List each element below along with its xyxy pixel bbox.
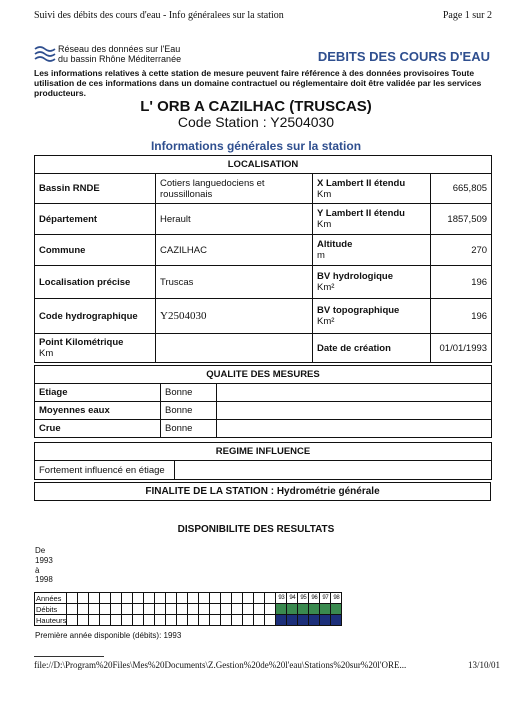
empty-grid-cell (254, 604, 265, 615)
row-value: Bonne (161, 384, 217, 402)
years-row (35, 593, 342, 604)
empty-grid-cell (177, 615, 188, 626)
row-value: Cotiers languedociens et roussillonais (156, 174, 313, 204)
empty-grid-cell (221, 604, 232, 615)
row-right-label: BV hydrologique Km² (313, 266, 431, 299)
empty-grid-cell (265, 604, 276, 615)
localisation-header: LOCALISATION (35, 156, 492, 174)
row-label: Localisation précise (35, 266, 156, 299)
hauteurs-available-cell (331, 615, 342, 626)
empty-grid-cell (133, 593, 144, 604)
print-header-title: Suivi des débits des cours d'eau - Info généralees sur la station (34, 10, 284, 21)
empty-grid-cell (67, 604, 78, 615)
empty-grid-cell (111, 615, 122, 626)
empty-grid-cell (166, 604, 177, 615)
row-value: CAZILHAC (156, 235, 313, 266)
footer-date: 13/10/01 (467, 660, 500, 670)
empty-grid-cell (122, 615, 133, 626)
table-row (35, 266, 492, 299)
empty-grid-cell (232, 593, 243, 604)
empty-grid-cell (265, 593, 276, 604)
table-row (35, 204, 492, 235)
empty-grid-cell (188, 593, 199, 604)
row-right-value: 196 (431, 299, 492, 334)
debits-available-cell (287, 604, 298, 615)
empty-grid-cell (100, 615, 111, 626)
row-label: Point Kilométrique Km (35, 334, 156, 363)
empty-grid-cell (155, 604, 166, 615)
row-value: Truscas (156, 266, 313, 299)
footer-divider (34, 656, 104, 657)
empty-grid-cell (232, 604, 243, 615)
row-value: Bonne (161, 420, 217, 438)
empty-grid-cell (243, 615, 254, 626)
row-right-label: Date de création (313, 334, 431, 363)
section-title: Informations générales sur la station (150, 139, 362, 153)
grid-row-label: Débits (35, 604, 67, 615)
year-cell: 93 (276, 593, 287, 604)
hauteurs-available-cell (276, 615, 287, 626)
disclaimer-text: Les informations relatives à cette station de mesure peuvent faire référence à des données provisoires Toute utilisation de ces informations dans un domaine contractuel ou réglementaire doit être validée par les services producteurs. (34, 68, 482, 98)
hauteurs-available-cell (320, 615, 331, 626)
empty-grid-cell (221, 615, 232, 626)
debits-available-cell (320, 604, 331, 615)
empty-grid-cell (111, 604, 122, 615)
hauteurs-available-cell (298, 615, 309, 626)
station-name: L' ORB A CAZILHAC (TRUSCAS) (140, 98, 372, 115)
row-right-value: 665,805 (431, 174, 492, 204)
empty-grid-cell (133, 604, 144, 615)
regime-value: Fortement influencé en étiage (35, 461, 175, 480)
empty-grid-cell (122, 604, 133, 615)
grid-row-label: Années (35, 593, 67, 604)
table-row (35, 384, 492, 402)
qualite-table (34, 365, 492, 438)
hauteurs-row (35, 615, 342, 626)
table-row (35, 299, 492, 334)
range-start-year: 1993 (35, 556, 53, 565)
regime-header: REGIME INFLUENCE (35, 443, 492, 461)
empty-grid-cell (100, 604, 111, 615)
row-label: Crue (35, 420, 161, 438)
empty-grid-cell (177, 604, 188, 615)
empty-grid-cell (199, 604, 210, 615)
row-value (156, 334, 313, 363)
empty-grid-cell (210, 604, 221, 615)
row-label: Code hydrographique (35, 299, 156, 334)
empty-grid-cell (144, 593, 155, 604)
table-row (35, 420, 492, 438)
row-right-value: 01/01/1993 (431, 334, 492, 363)
org-name-line2: du bassin Rhône Méditerranée (58, 54, 182, 64)
row-right-label: Y Lambert II étendu Km (313, 204, 431, 235)
localisation-table (34, 155, 492, 363)
empty-grid-cell (166, 615, 177, 626)
document-title: DEBITS DES COURS D'EAU (317, 49, 490, 64)
waves-logo-icon (34, 45, 56, 63)
empty-grid-cell (144, 604, 155, 615)
table-row (35, 174, 492, 204)
empty-grid-cell (155, 615, 166, 626)
empty-grid-cell (111, 593, 122, 604)
debits-available-cell (276, 604, 287, 615)
year-cell: 94 (287, 593, 298, 604)
row-label: Moyennes eaux (35, 402, 161, 420)
table-row (35, 235, 492, 266)
row-label: Commune (35, 235, 156, 266)
empty-grid-cell (89, 604, 100, 615)
empty-grid-cell (89, 593, 100, 604)
year-cell: 95 (298, 593, 309, 604)
empty-grid-cell (254, 615, 265, 626)
empty-grid-cell (67, 593, 78, 604)
empty-grid-cell (243, 593, 254, 604)
row-right-label: BV topographique Km² (313, 299, 431, 334)
row-right-value: 1857,509 (431, 204, 492, 235)
empty-grid-cell (210, 615, 221, 626)
empty-grid-cell (199, 593, 210, 604)
row-right-label: X Lambert II étendu Km (313, 174, 431, 204)
hauteurs-available-cell (309, 615, 320, 626)
grid-row-label: Hauteurs (36, 615, 67, 625)
empty-grid-cell (67, 615, 78, 626)
empty-grid-cell (78, 604, 89, 615)
year-cell: 98 (331, 593, 342, 604)
row-value: Bonne (161, 402, 217, 420)
empty-grid-cell (78, 593, 89, 604)
empty-grid-cell (243, 604, 254, 615)
empty-grid-cell (232, 615, 243, 626)
disponibilite-title: DISPONIBILITE DES RESULTATS (177, 524, 335, 535)
range-end-year: 1998 (35, 575, 53, 584)
empty-grid-cell (265, 615, 276, 626)
debits-available-cell (309, 604, 320, 615)
row-right-value: 196 (431, 266, 492, 299)
empty-grid-cell (166, 593, 177, 604)
table-row (35, 402, 492, 420)
empty-grid-cell (78, 615, 89, 626)
hauteurs-available-cell (287, 615, 298, 626)
empty-grid-cell (144, 615, 155, 626)
empty-grid-cell (199, 615, 210, 626)
empty-grid-cell (188, 615, 199, 626)
station-code: Code Station : Y2504030 (177, 114, 335, 130)
debits-available-cell (331, 604, 342, 615)
finalite-label: FINALITE DE LA STATION : Hydrométrie générale (34, 482, 491, 501)
empty-grid-cell (210, 593, 221, 604)
year-cell: 97 (320, 593, 331, 604)
row-label: Département (35, 204, 156, 235)
qualite-header: QUALITE DES MESURES (35, 366, 492, 384)
range-from-label: De (35, 546, 46, 555)
empty-grid-cell (254, 593, 265, 604)
row-right-value: 270 (431, 235, 492, 266)
empty-grid-cell (221, 593, 232, 604)
footer-file-path: file://D:\Program%20Files\Mes%20Documents\Z.Gestion%20de%20l'eau\Stations%20sur%20l'ORE... (34, 660, 407, 670)
row-label: Etiage (35, 384, 161, 402)
range-to-label: à (35, 566, 40, 575)
year-cell: 96 (309, 593, 320, 604)
availability-grid (34, 592, 342, 626)
row-value: Herault (156, 204, 313, 235)
table-row (35, 461, 492, 480)
empty-grid-cell (188, 604, 199, 615)
print-header-page: Page 1 sur 2 (442, 10, 492, 21)
empty-grid-cell (155, 593, 166, 604)
table-row (35, 334, 492, 363)
empty-grid-cell (177, 593, 188, 604)
first-year-note: Première année disponible (débits): 1993 (35, 631, 182, 640)
empty-grid-cell (89, 615, 100, 626)
empty-grid-cell (100, 593, 111, 604)
org-name-line1: Réseau des données sur l'Eau (58, 44, 181, 54)
debits-row (35, 604, 342, 615)
regime-table (34, 442, 492, 480)
row-right-label: Altitude m (313, 235, 431, 266)
row-value: Y2504030 (156, 299, 313, 334)
empty-grid-cell (133, 615, 144, 626)
empty-grid-cell (122, 593, 133, 604)
debits-available-cell (298, 604, 309, 615)
row-label: Bassin RNDE (35, 174, 156, 204)
